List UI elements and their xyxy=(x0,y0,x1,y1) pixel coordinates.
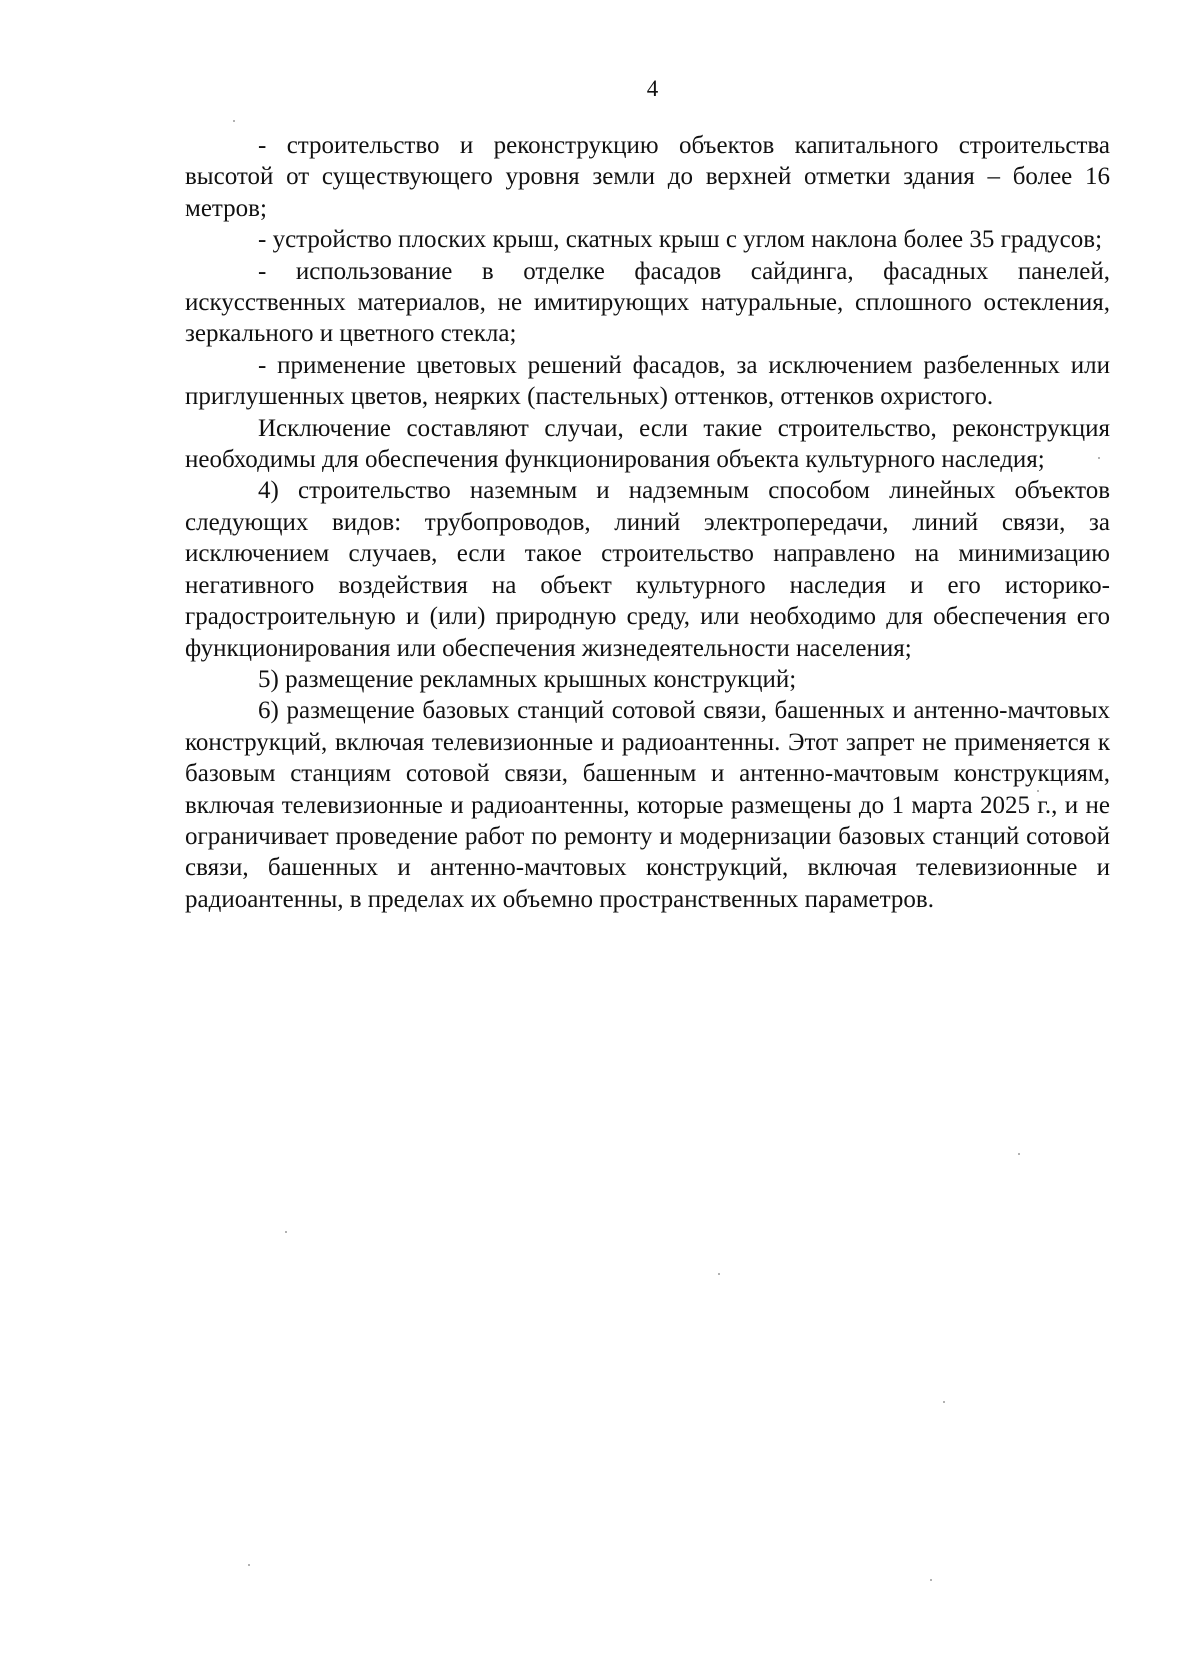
scan-speck xyxy=(233,120,235,122)
paragraph-item-6: 6) размещение базовых станций сотовой связи, башенных и антенно-мачтовых конструкций, включая телевизионные и радиоантенны. Этот запрет не применяется к базовым станциям сотовой связи, башенным и антенно-мачтовым конструкциям, включая телевизионные и радиоантенны, которые размещены до 1 марта 2025 г., и не ограничивает проведение работ по ремонту и модернизации базовых станций сотовой связи, башенных и антенно-мачтовых конструкций, включая телевизионные и радиоантенны, в пределах их объемно пространственных параметров. xyxy=(185,697,1110,913)
scan-speck xyxy=(248,1564,250,1566)
scan-speck xyxy=(930,1579,932,1581)
scan-speck xyxy=(1098,457,1100,459)
scan-speck xyxy=(943,1401,945,1403)
scan-speck xyxy=(718,1273,720,1275)
paragraph-roof-restriction: - устройство плоских крыш, скатных крыш с углом наклона более 35 градусов; xyxy=(258,226,1103,254)
scan-speck xyxy=(1037,790,1039,792)
paragraph-height-restriction: - строительство и реконструкцию объектов капитального строительства высотой от существующего уровня земли до верхней отметки здания – более 16 метров; xyxy=(185,132,1110,222)
paragraph-item-4: 4) строительство наземным и надземным способом линейных объектов следующих видов: трубопроводов, линий электропередачи, линий связи, за исключением случаев, если такое строительство направлено на минимизацию негативного воздействия на объект культурного наследия и его историко-градостроительную и (или) природную среду, или необходимо для обеспечения его функционирования или обеспечения жизнедеятельности населения; xyxy=(185,477,1110,662)
paragraph-exception: Исключение составляют случаи, если такие строительство, реконструкция необходимы для обеспечения функционирования объекта культурного наследия; xyxy=(185,414,1110,474)
page-number: 4 xyxy=(646,76,659,101)
scan-speck xyxy=(1018,1153,1020,1155)
paragraph-facade-materials: - использование в отделке фасадов сайдинга, фасадных панелей, искусственных материалов, не имитирующих натуральные, сплошного остекления, зеркального и цветного стекла; xyxy=(185,257,1110,348)
paragraph-facade-colors: - применение цветовых решений фасадов, за исключением разбеленных или приглушенных цветов, неярких (пастельных) оттенков, оттенков охристого. xyxy=(185,351,1110,411)
document-body xyxy=(185,130,1110,915)
scan-speck xyxy=(285,1231,287,1233)
paragraph-item-5: 5) размещение рекламных крышных конструкций; xyxy=(258,665,797,693)
